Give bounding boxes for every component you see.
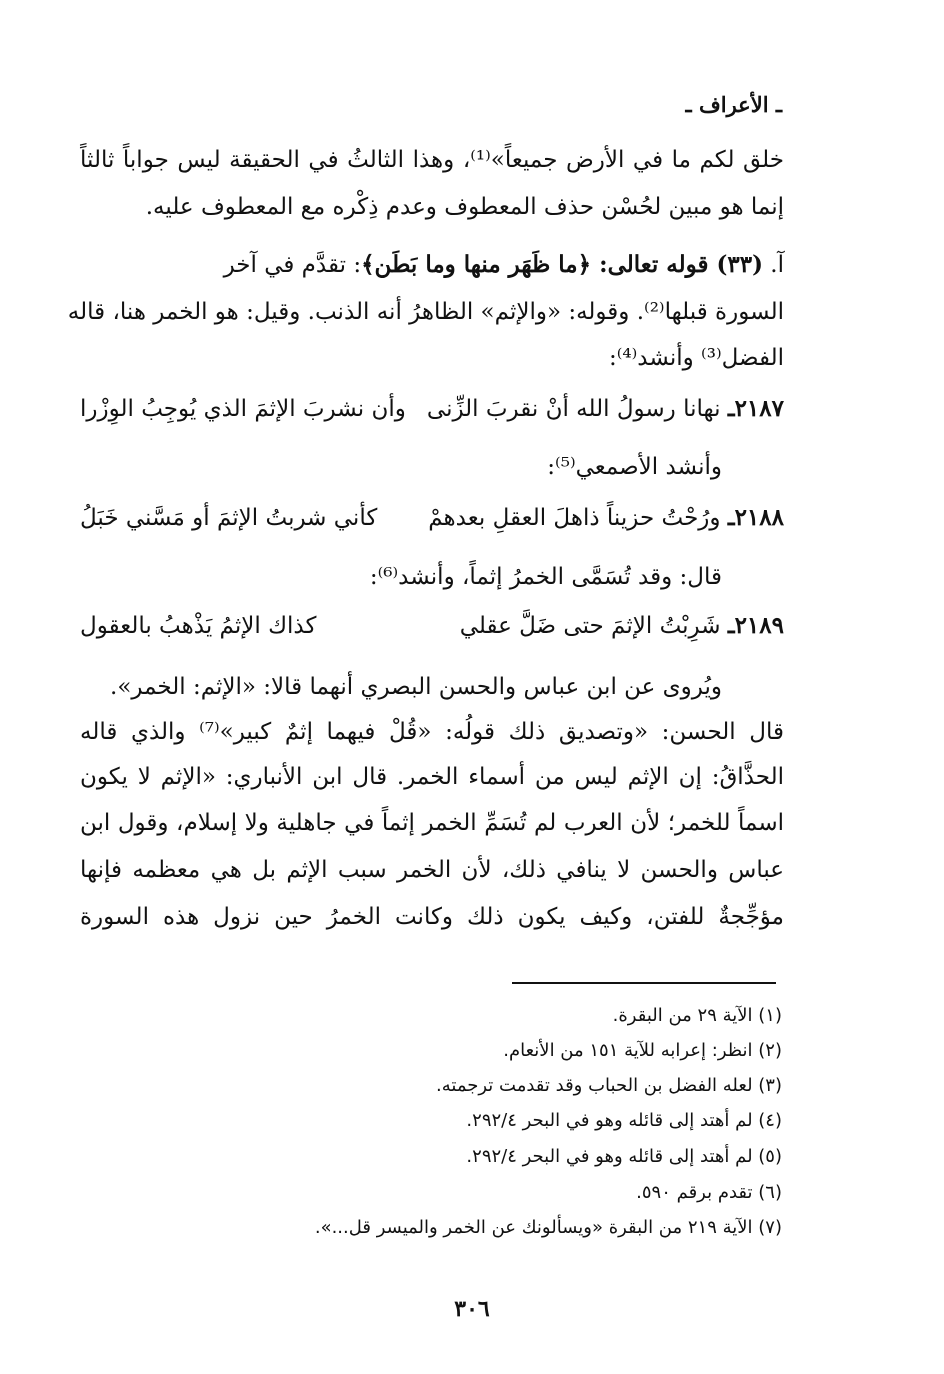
footnote-1: (١) الآية ٢٩ من البقرة. <box>612 1005 782 1026</box>
verse-number: ٢١٨٩ـ <box>727 612 784 639</box>
footnote-3: (٣) لعله الفضل بن الحباب وقد تقدمت ترجمته. <box>436 1075 782 1096</box>
verse-first-half <box>427 394 784 424</box>
footnote-2: (٢) انظر: إعرابه للآية ١٥١ من الأنعام. <box>503 1040 782 1061</box>
verse-second-hemistich: كذاك الإثمُ يَذْهبُ بالعقول <box>80 613 317 639</box>
verse-second-hemistich: وأن نشربَ الإثمَ الذي يُوجِبُ الوِزْرا <box>80 396 406 422</box>
verse-number: ٢١٨٧ـ <box>727 395 784 422</box>
body-line-14: اسماً للخمر؛ لأن العرب لم تُسَمِّ الخمر إثماً في جاهلية ولا إسلام، وقول ابن <box>80 810 784 836</box>
poetry-verse-2187 <box>80 394 784 424</box>
verse-commentary-heading <box>80 250 784 280</box>
body-line-2: إنما هو مبين لحُسْن حذف المعطوف وعدم ذِكْره مع المعطوف عليه. <box>145 194 784 220</box>
verse-number: ٢١٨٨ـ <box>727 504 784 531</box>
body-line-5: الفضل⁽³⁾ وأنشد⁽⁴⁾: <box>608 345 784 371</box>
footnote-4: (٤) لم أهتد إلى قائله وهو في البحر ٢٩٢/٤. <box>466 1110 782 1131</box>
body-line-16: مؤجِّجةٌ للفتن، وكيف يكون ذلك وكانت الخمرُ حين نزول هذه السورة <box>80 904 784 930</box>
verse-first-hemistich: ورُحْتُ حزيناً ذاهلَ العقلِ بعدهمْ <box>428 505 721 531</box>
verse-first-half <box>460 611 784 641</box>
poetry-verse-2189 <box>80 611 784 641</box>
heading-marker: آ. <box>762 252 784 278</box>
body-line-1: خلق لكم ما في الأرض جميعاً»⁽¹⁾، وهذا الثالثُ في الحقيقة ليس جواباً ثالثاً <box>80 147 785 173</box>
verse-first-half <box>428 503 784 533</box>
footnote-6: (٦) تقدم برقم ٥٩٠. <box>636 1182 782 1203</box>
footnote-7: (٧) الآية ٢١٩ من البقرة «ويسألونك عن الخمر والميسر قل...». <box>314 1217 782 1238</box>
footnote-separator <box>512 982 776 984</box>
page-number: ٣٠٦ <box>454 1296 490 1322</box>
body-line-12: قال الحسن: «وتصديق ذلك قولُه: «قُلْ فيهما إثمٌ كبير»⁽⁷⁾ والذي قاله <box>80 719 784 745</box>
footnote-5: (٥) لم أهتد إلى قائله وهو في البحر ٢٩٢/٤. <box>466 1146 782 1167</box>
body-line-9: قال: وقد تُسَمَّى الخمرُ إثماً، وأنشد⁽⁶⁾: <box>369 564 722 590</box>
running-header: ـ الأعراف ـ <box>685 92 782 117</box>
verse-first-hemistich: نهانا رسولُ الله أنْ نقربَ الزِّنى <box>426 396 721 422</box>
body-line-7: وأنشد الأصمعي⁽⁵⁾: <box>547 454 722 480</box>
verse-second-hemistich: كأني شربتُ الإثمَ أو مَسَّني خَبَلُ <box>80 505 378 531</box>
body-line-13: الحذَّاقُ: إن الإثم ليس من أسماء الخمر. قال ابن الأنباري: «الإثم لا يكون <box>80 764 784 790</box>
verse-first-hemistich: شَرِبْتُ الإثمَ حتى ضَلَّ عقلي <box>459 613 721 639</box>
quran-verse-heading: (٣٣) قوله تعالى: ﴿ما ظَهَر منها وما بَطَن﴾ <box>361 251 763 278</box>
poetry-verse-2188 <box>80 503 784 533</box>
heading-continuation: : تقدَّم في آخر <box>223 252 362 278</box>
body-line-15: عباس والحسن لا ينافي ذلك، لأن الخمر سبب الإثم بل هي معظمه فإنها <box>80 857 784 883</box>
body-line-11: ويُروى عن ابن عباس والحسن البصري أنهما قالا: «الإثم: الخمر». <box>110 674 722 700</box>
body-line-4: السورة قبلها⁽²⁾. وقوله: «والإثم» الظاهرُ أنه الذنب. وقيل: هو الخمر هنا، قاله <box>67 299 784 325</box>
